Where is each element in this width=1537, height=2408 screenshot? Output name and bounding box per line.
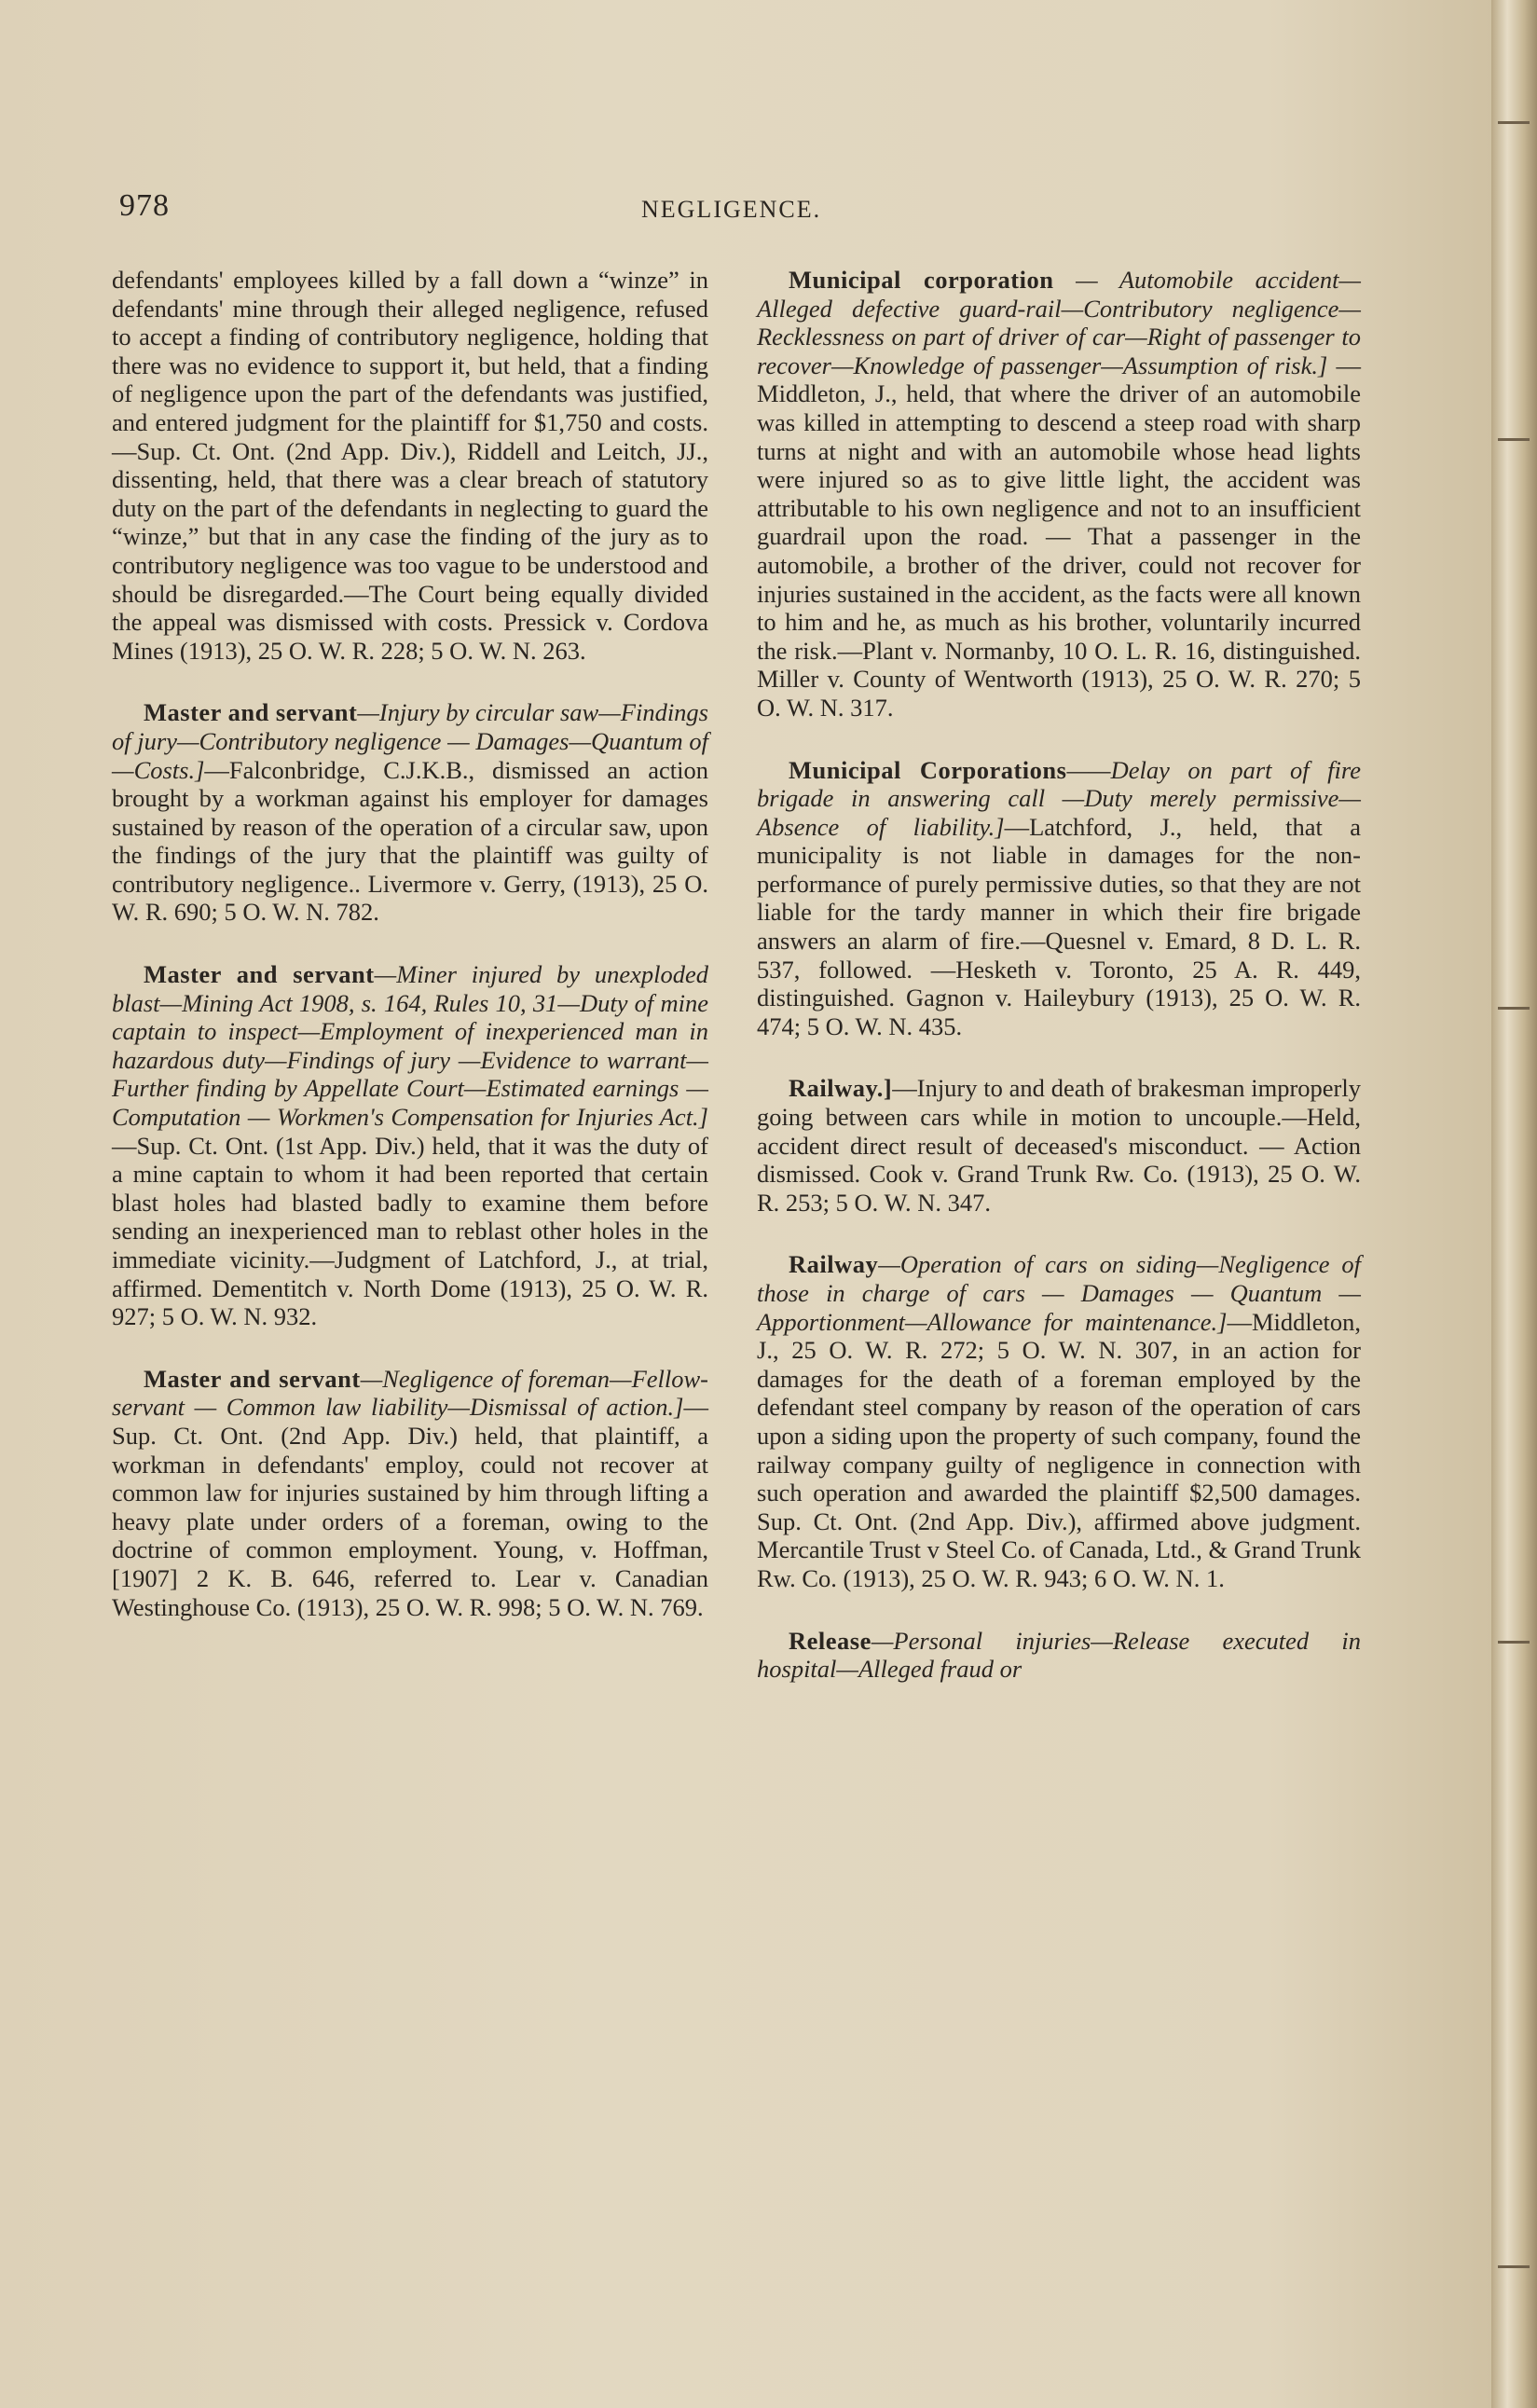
entry-heading: Municipal Corporations	[789, 755, 1067, 784]
entry-body: —Latchford, J., held, that a municipality is not liable in damages for the non-performance of purely permissive duties, so that they are not liable for the tardy manner in which their fire brigade answers an alarm of fire.—Quesnel v. Emard, 8 D. L. R. 537, followed. —Hesketh v. Toronto, 25 A. R. 449, distinguished. Gagnon v. Haileybury (1913), 25 O. W. R. 474; 5 O. W. N. 435.	[757, 812, 1361, 1040]
case-entry	[112, 960, 708, 1331]
entry-catchwords: — Automobile accident—Alleged defective guard-rail—Contributory negligence—Recklessness on part of driver of car—Right of passenger to recover—Knowledge of passenger—Assumption of risk.]	[757, 266, 1361, 379]
entry-body: —Sup. Ct. Ont. (1st App. Div.) held, that it was the duty of a mine captain to whom it had been reported that certain blast holes had blasted badly to examine them before sending an inexperienced man to reblast other holes in the immediate vicinity.—Judgment of Latchford, J., at trial, affirmed. Dementitch v. North Dome (1913), 25 O. W. R. 927; 5 O. W. N. 932.	[112, 1131, 708, 1331]
case-entry	[112, 1365, 708, 1621]
entry-catchwords: —Operation of cars on siding—Negligence of those in charge of cars — Damages — Quantum — Apportionment—Allowance for maintenance.]	[757, 1250, 1361, 1336]
entry-heading: Release	[789, 1626, 871, 1655]
entry-body: defendants' employees killed by a fall down a “winze” in defendants' mine through their alleged negligence, refused to accept a finding of contributory negligence, holding that there was no evidence to support it, but held, that a finding of negligence upon the part of the defendants was justified, and entered judgment for the plaintiff for $1,750 and costs.—Sup. Ct. Ont. (2nd App. Div.), Riddell and Leitch, JJ., dissenting, held, that there was a clear breach of statutory duty on the part of the defendants in neglecting to guard the “winze,” but that in any case the finding of the jury as to contributory negligence was too vague to be understood and should be disregarded.—The Court being equally divided the appeal was dismissed with costs. Pressick v. Cordova Mines (1913), 25 O. W. R. 228; 5 O. W. N. 263.	[112, 266, 708, 665]
entry-body: —Falconbridge, C.J.K.B., dismissed an action brought by a workman against his employer for damages sustained by reason of the operation of a circular saw, upon the findings of the jury that the plaintiff was guilty of contributory negligence.. Livermore v. Gerry, (1913), 25 O. W. R. 690; 5 O. W. N. 782.	[112, 755, 708, 927]
entry-catchwords: —Injury by circular saw—Findings of jury—Contributory negligence — Damages—Quantum of —Costs.]	[112, 698, 708, 784]
entry-body: —Middleton, J., 25 O. W. R. 272; 5 O. W. N. 307, in an action for damages for the death of a foreman employed by the defendant steel company by reason of the operation of cars upon a siding upon the property of such company, found the railway company guilty of negligence in connection with such operation and awarded the plaintiff $2,500 damages. Sup. Ct. Ont. (2nd App. Div.), affirmed above judgment. Mercantile Trust v Steel Co. of Canada, Ltd., & Grand Trunk Rw. Co. (1913), 25 O. W. R. 943; 6 O. W. N. 1.	[757, 1307, 1361, 1592]
running-title: NEGLIGENCE.	[641, 196, 822, 223]
binding-stitch	[1498, 121, 1530, 124]
page-header	[119, 188, 1359, 235]
binding-stitch	[1498, 2265, 1530, 2268]
left-column	[112, 266, 708, 1655]
case-entry	[112, 266, 708, 665]
binding-stitch	[1498, 438, 1530, 441]
entry-catchwords: ——Delay on part of fire brigade in answering call —Duty merely permissive—Absence of liability.]	[757, 755, 1361, 841]
entry-catchwords: —Negligence of foreman—Fellow-servant — Common law liability—Dismissal of action.]	[112, 1364, 708, 1422]
case-entry	[757, 266, 1361, 722]
entry-body: — Middleton, J., held, that where the driver of an automobile was killed in attempting to descend a steep road with sharp turns at night and with an automobile whose head lights were injured so as to give little light, the accident was attributable to his own negligence and not to an insufficient guardrail upon the road. — That a passenger in the automobile, a brother of the driver, could not recover for injuries sustained in the accident, as the facts were all known to him and he, as much as his brother, voluntarily incurred the risk.—Plant v. Normanby, 10 O. L. R. 16, distinguished. Miller v. County of Wentworth (1913), 25 O. W. R. 270; 5 O. W. N. 317.	[757, 351, 1361, 722]
case-entry	[112, 698, 708, 927]
entry-catchwords: —Miner injured by unexploded blast—Mining Act 1908, s. 164, Rules 10, 31—Duty of mine captain to inspect—Employment of inexperienced man in hazardous duty—Findings of jury —Evidence to warrant—Further finding by Appellate Court—Estimated earnings —Computation — Workmen's Compensation for Injuries Act.]	[112, 960, 708, 1132]
entry-heading: Railway.]	[789, 1074, 893, 1103]
entry-heading: Railway	[789, 1250, 879, 1279]
entry-catchwords: —Personal injuries—Release executed in hospital—Alleged fraud or	[757, 1626, 1361, 1684]
page-number: 978	[119, 188, 170, 223]
case-entry	[757, 1250, 1361, 1592]
entry-heading: Master and servant	[144, 960, 375, 989]
entry-heading: Master and servant	[144, 1364, 361, 1393]
entry-heading: Municipal corporation	[789, 266, 1054, 294]
binding-stitch	[1498, 1641, 1530, 1644]
entry-heading: Master and servant	[144, 698, 358, 727]
right-column	[757, 266, 1361, 1717]
case-entry	[757, 1627, 1361, 1684]
binding-stitch	[1498, 1007, 1530, 1010]
entry-body: —Injury to and death of brakesman improperly going between cars while in motion to uncouple.—Held, accident direct result of deceased's misconduct. — Action dismissed. Cook v. Grand Trunk Rw. Co. (1913), 25 O. W. R. 253; 5 O. W. N. 347.	[757, 1074, 1361, 1217]
page-edge	[1491, 0, 1537, 2408]
case-entry	[757, 1074, 1361, 1217]
entry-body: —Sup. Ct. Ont. (2nd App. Div.) held, that plaintiff, a workman in defendants' employ, could not recover at common law for injuries sustained by him through lifting a heavy plate under orders of a foreman, owing to the doctrine of common employment. Young, v. Hoffman, [1907] 2 K. B. 646, referred to. Lear v. Canadian Westinghouse Co. (1913), 25 O. W. R. 998; 5 O. W. N. 769.	[112, 1393, 708, 1621]
case-entry	[757, 756, 1361, 1041]
